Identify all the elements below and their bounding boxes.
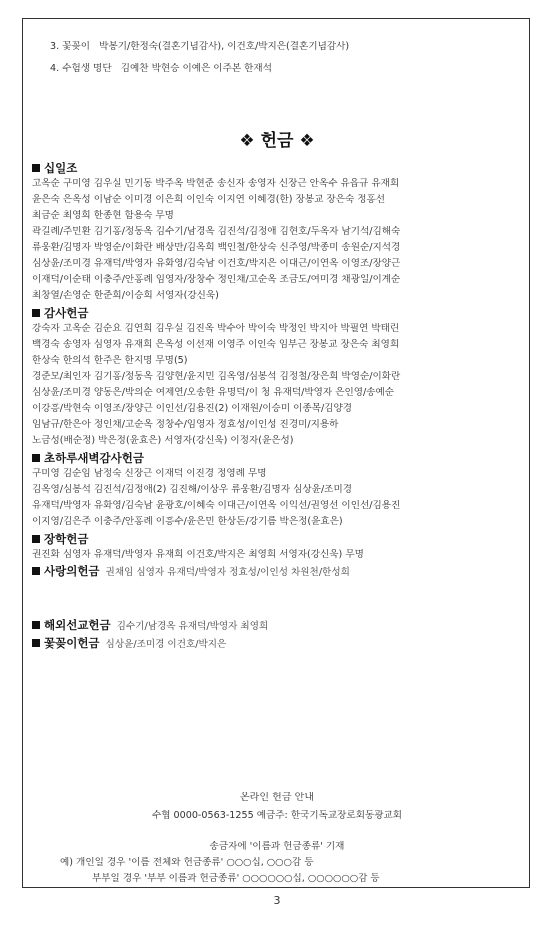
square-bullet-icon [32, 567, 40, 575]
tithe-line: 류웅환/김명자 박영순/이화란 배상만/김옥희 백인철/한상숙 신주영/박종미 송원순/지석경 [32, 242, 401, 253]
thanks-line: 백경숙 송영자 심영자 유재희 은옥성 이선재 이영주 이인숙 임부근 장봉교 장은숙 최영희 [32, 339, 400, 350]
thanks-line: 노금성(배순정) 박은정(윤효은) 서영자(강신욱) 이정자(윤은성) [32, 435, 294, 446]
online-example-1: 예) 개인일 경우 '이름 전체와 헌금종류' ○○○십, ○○○감 등 [60, 857, 314, 868]
dawn-line: 구미영 김순임 남정숙 신장근 이재덕 이진경 정영례 무명 [32, 468, 267, 479]
section-flower: 꽃꽂이헌금 심상윤/조미경 이건호/박지은 [32, 637, 530, 651]
thanks-line: 임남규/한은아 정인채/고순옥 정창수/임영자 정효성/이인성 진경미/지용하 [32, 419, 339, 430]
section-love: 사랑의헌금 권채임 심영자 유재덕/박영자 정효성/이인성 차원천/한성희 [32, 565, 530, 579]
thanks-line: 심상윤/조미경 양동은/박의순 여제연/오송한 유명덕/이 청 유재덕/박영자 은인영/송예순 [32, 387, 395, 398]
section-overseas: 해외선교헌금 김수기/남경옥 유재덕/박영자 최영희 [32, 619, 530, 633]
tithe-line: 윤은숙 은옥성 이남순 이미경 이은희 이인숙 이지연 이혜경(한) 장봉교 장은숙 정홍선 [32, 194, 386, 205]
dawn-line: 김옥영/심봉석 김진석/김정애(2) 김진해/이상우 류웅환/김명자 심상윤/조미경 [32, 484, 352, 495]
section-thanks-heading: 감사헌금 [32, 307, 530, 319]
tithe-line: 이재덕/이순태 이충주/안홍례 임영자/장창수 정인채/고순옥 조금도/여미경 채광일/이계순 [32, 274, 401, 285]
square-bullet-icon [32, 164, 40, 172]
page-number: 3 [273, 894, 281, 907]
tithe-line: 곽길례/주민환 김기홍/정동옥 김수기/남경옥 김진석/김정애 김현호/두옥자 남기석/김해숙 [32, 226, 401, 237]
online-example-2: 부부일 경우 '부부 이름과 헌금종류' ○○○○○○십, ○○○○○○감 등 [92, 873, 380, 884]
item-4-label: 4. 수험생 명단 [50, 63, 112, 74]
flower-value: 심상윤/조미경 이건호/박지은 [105, 639, 227, 650]
thanks-line: 경준모/최인자 김기홍/정동옥 김양현/윤지민 김옥영/심봉석 김정철/장은희 박영순/이화란 [32, 371, 401, 382]
square-bullet-icon [32, 621, 40, 629]
section-dawn-heading: 초하루새벽감사헌금 [32, 452, 530, 464]
item-3 [50, 41, 530, 53]
square-bullet-icon [32, 639, 40, 647]
tithe-line: 최금순 최영희 한종현 함용숙 무명 [32, 210, 174, 221]
item-4-value: 김예찬 박현승 이예은 이주본 한재석 [120, 63, 272, 74]
thanks-line: 이강흥/박현숙 이영조/장양근 이인선/김용진(2) 이재원/이승미 이종목/김양경 [32, 403, 352, 414]
item-4 [50, 63, 530, 75]
thanks-line: 한상숙 한의석 한주은 한지명 무명(5) [32, 355, 188, 366]
scholarship-line: 권진화 심영자 유재덕/박영자 유재희 이건호/박지은 최영희 서영자(강신욱) 무명 [32, 549, 364, 560]
square-bullet-icon [32, 309, 40, 317]
online-account: 수협 0000-0563-1255 예금주: 한국기독교장로회동광교회 [151, 810, 403, 821]
square-bullet-icon [32, 454, 40, 462]
online-title: 온라인 헌금 안내 [240, 792, 314, 803]
section-scholarship-heading: 장학헌금 [32, 533, 530, 545]
tithe-line: 고옥순 구미영 김우실 민기동 박주옥 박현준 송신자 송영자 신장근 안옥수 유읍규 유재희 [32, 178, 400, 189]
thanks-line: 강숙자 고옥순 김순요 김연희 김우실 김진옥 박수아 박이숙 박정인 박지아 박필연 박태린 [32, 323, 400, 334]
tithe-line: 심상윤/조미경 유재덕/박영자 유화영/김숙남 이건호/박지은 이대근/이연옥 이영조/장양근 [32, 258, 401, 269]
section-tithe-heading: 십일조 [32, 162, 530, 174]
dawn-line: 유재덕/박영자 유화영/김숙남 윤광호/이혜숙 이대근/이연옥 이익선/권영선 이인선/김용진 [32, 500, 401, 511]
dawn-line: 이지영/김은주 이충주/안홍례 이흥수/윤은민 한상돈/강기름 박은정(윤효은) [32, 516, 343, 527]
love-value: 권채임 심영자 유재덕/박영자 정효성/이인성 차원천/한성희 [105, 567, 350, 578]
square-bullet-icon [32, 535, 40, 543]
online-notice: 송금자에 '이름과 헌금종류' 기재 [209, 841, 345, 852]
item-3-label: 3. 꽃꽂이 [50, 41, 91, 52]
tithe-line: 최창열/손영순 한준희/이승희 서영자(강신욱) [32, 290, 219, 301]
offering-title: ❖ 헌금 ❖ [239, 131, 315, 151]
overseas-value: 김수기/남경옥 유재덕/박영자 최영희 [116, 621, 269, 632]
item-3-value: 박봉기/한정숙(결혼기념감사), 이건호/박지은(결혼기념감사) [99, 41, 350, 52]
